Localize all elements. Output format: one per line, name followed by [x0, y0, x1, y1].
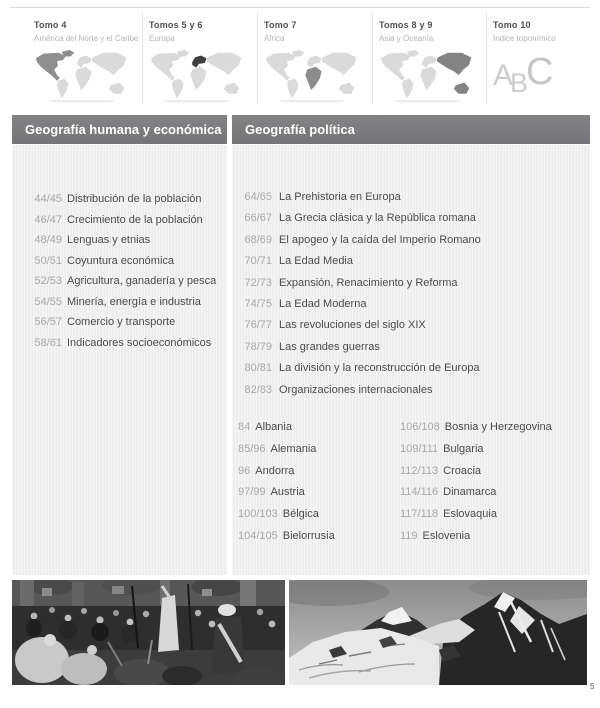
country-name: Croacia	[443, 464, 482, 477]
toc-item	[12, 234, 227, 255]
toc-item	[232, 255, 590, 276]
country-entry	[232, 508, 395, 520]
letter-b: B	[510, 68, 529, 98]
volume-subtitle: Asia y Oceanía	[379, 34, 434, 43]
country-name: Austria	[270, 486, 305, 499]
toc-item	[232, 384, 590, 405]
country-entry	[395, 443, 484, 455]
country-row	[232, 465, 590, 487]
page-range: 68/69	[244, 233, 272, 246]
page-range: 82/83	[244, 383, 272, 396]
country-entry	[395, 465, 481, 477]
toc-item	[12, 193, 227, 214]
toc-title: La Prehistoria en Europa	[279, 191, 401, 203]
page-range: 85/96	[238, 442, 266, 455]
country-name: Alemania	[270, 442, 317, 455]
tab-tomo-4	[28, 12, 140, 104]
page-range: 74/75	[244, 297, 272, 310]
toc-item	[232, 341, 590, 362]
toc-item	[232, 212, 590, 233]
toc-item	[12, 275, 227, 296]
section-header-political-geography: Geografía política	[232, 115, 590, 144]
world-map-icon	[34, 49, 130, 103]
volume-title: Tomo 10	[493, 20, 531, 30]
page-range: 54/55	[34, 295, 62, 308]
toc-title: Comercio y transporte	[67, 316, 176, 328]
volume-subtitle: África	[264, 34, 285, 43]
page-range: 100/103	[238, 508, 278, 521]
tab-tomo-10	[486, 12, 598, 104]
page-range: 64/65	[244, 191, 272, 203]
toc-item	[12, 296, 227, 317]
letter-a: A	[493, 59, 514, 92]
tab-tomo-7	[257, 12, 369, 104]
toc-title: La Edad Moderna	[279, 297, 367, 310]
toc-title: Expansión, Renacimiento y Reforma	[279, 276, 458, 289]
page-range: 104/105	[238, 529, 278, 542]
tab-tomos-8-9	[372, 12, 484, 104]
page-range: 78/79	[244, 340, 272, 353]
toc-item	[232, 319, 590, 340]
volume-title: Tomos 5 y 6	[149, 20, 203, 30]
toc-list	[12, 145, 227, 357]
page-range: 84	[238, 420, 251, 433]
world-map-icon	[379, 49, 475, 103]
tab-tomos-5-6	[142, 12, 254, 104]
page-range: 46/47	[34, 213, 62, 226]
toc-title: Crecimiento de la población	[67, 213, 203, 226]
country-name: Eslovaquia	[443, 508, 497, 521]
country-name: Bélgica	[282, 508, 319, 521]
toc-item	[12, 316, 227, 337]
country-row	[232, 486, 590, 508]
country-entry	[232, 421, 395, 433]
country-index	[232, 421, 590, 552]
page-range: 112/113	[400, 464, 439, 477]
section-header-human-economic-geography: Geografía humana y económica	[12, 115, 227, 144]
country-name: Eslovenia	[422, 529, 471, 542]
country-row	[232, 508, 590, 530]
page-range: 50/51	[34, 254, 62, 267]
page-range: 56/57	[34, 316, 62, 328]
page-range: 58/61	[34, 336, 62, 349]
toc-title: La división y la reconstrucción de Europa	[279, 362, 480, 375]
country-entry	[232, 443, 395, 455]
volume-title: Tomo 4	[34, 20, 67, 30]
page-range: 97/99	[238, 486, 266, 499]
country-name: Bielorrusia	[282, 529, 335, 542]
page-number: 5	[590, 682, 595, 691]
page-range: 106/108	[400, 420, 440, 433]
country-row	[232, 443, 590, 465]
country-name: Dinamarca	[443, 486, 497, 499]
toc-title: Distribución de la población	[67, 193, 202, 205]
page-range: 72/73	[244, 276, 272, 289]
toc-title: Indicadores socioeconómicos	[67, 336, 212, 349]
page-range: 66/67	[244, 212, 272, 225]
country-entry	[232, 486, 395, 498]
historical-painting-image	[12, 580, 285, 685]
country-entry	[232, 530, 395, 542]
page-range: 114/116	[400, 486, 439, 499]
country-row	[232, 530, 590, 552]
toc-title: El apogeo y la caída del Imperio Romano	[279, 233, 481, 246]
toc-item	[232, 234, 590, 255]
toc-item	[12, 255, 227, 276]
snowy-mountains-image	[289, 580, 587, 685]
abc-index-icon	[493, 51, 598, 98]
top-rule	[10, 7, 590, 8]
world-map-icon	[264, 49, 360, 103]
page-range: 44/45	[34, 193, 62, 205]
toc-title: Lenguas y etnias	[67, 234, 151, 246]
toc-title: Agricultura, ganadería y pesca	[67, 275, 217, 287]
volume-subtitle: América del Norte y el Caribe	[34, 34, 139, 43]
country-entry	[395, 486, 496, 498]
page-range: 109/111	[400, 442, 439, 455]
toc-item	[232, 362, 590, 383]
toc-title: Organizaciones internacionales	[279, 383, 433, 396]
page-range: 76/77	[244, 319, 272, 332]
toc-list	[232, 145, 590, 405]
toc-item	[232, 191, 590, 212]
toc-item	[232, 277, 590, 298]
toc-item	[12, 337, 227, 358]
toc-title: La Grecia clásica y la República romana	[279, 212, 476, 225]
political-geography-panel	[232, 145, 590, 575]
country-entry	[395, 421, 552, 433]
volume-tab-strip	[28, 12, 594, 104]
toc-item	[232, 298, 590, 319]
human-economic-geography-panel	[12, 145, 227, 575]
country-name: Albania	[255, 420, 292, 433]
volume-title: Tomos 8 y 9	[379, 20, 433, 30]
toc-title: Coyuntura económica	[67, 254, 175, 267]
page-range: 48/49	[34, 234, 62, 246]
toc-title: Minería, energía e industria	[67, 295, 201, 308]
country-entry	[395, 508, 497, 520]
toc-title: Las revoluciones del siglo XIX	[279, 319, 426, 332]
page-range: 117/118	[400, 508, 439, 521]
volume-title: Tomo 7	[264, 20, 297, 30]
toc-title: Las grandes guerras	[279, 340, 380, 353]
page-range: 70/71	[244, 255, 272, 268]
country-row	[232, 421, 590, 443]
country-entry	[232, 465, 395, 477]
country-entry	[395, 530, 470, 542]
toc-item	[12, 214, 227, 235]
page-range: 80/81	[244, 362, 272, 375]
page-range: 52/53	[34, 275, 62, 287]
toc-title: La Edad Media	[279, 255, 353, 268]
page-range: 96	[238, 464, 251, 477]
volume-subtitle: Europa	[149, 34, 175, 43]
page-range: 119	[400, 529, 418, 542]
volume-subtitle: Índice toponímico	[493, 34, 556, 43]
world-map-icon	[149, 49, 245, 103]
country-name: Andorra	[255, 464, 295, 477]
country-name: Bulgaria	[443, 442, 484, 455]
country-name: Bosnia y Herzegovina	[444, 420, 552, 433]
letter-c: C	[526, 51, 554, 93]
